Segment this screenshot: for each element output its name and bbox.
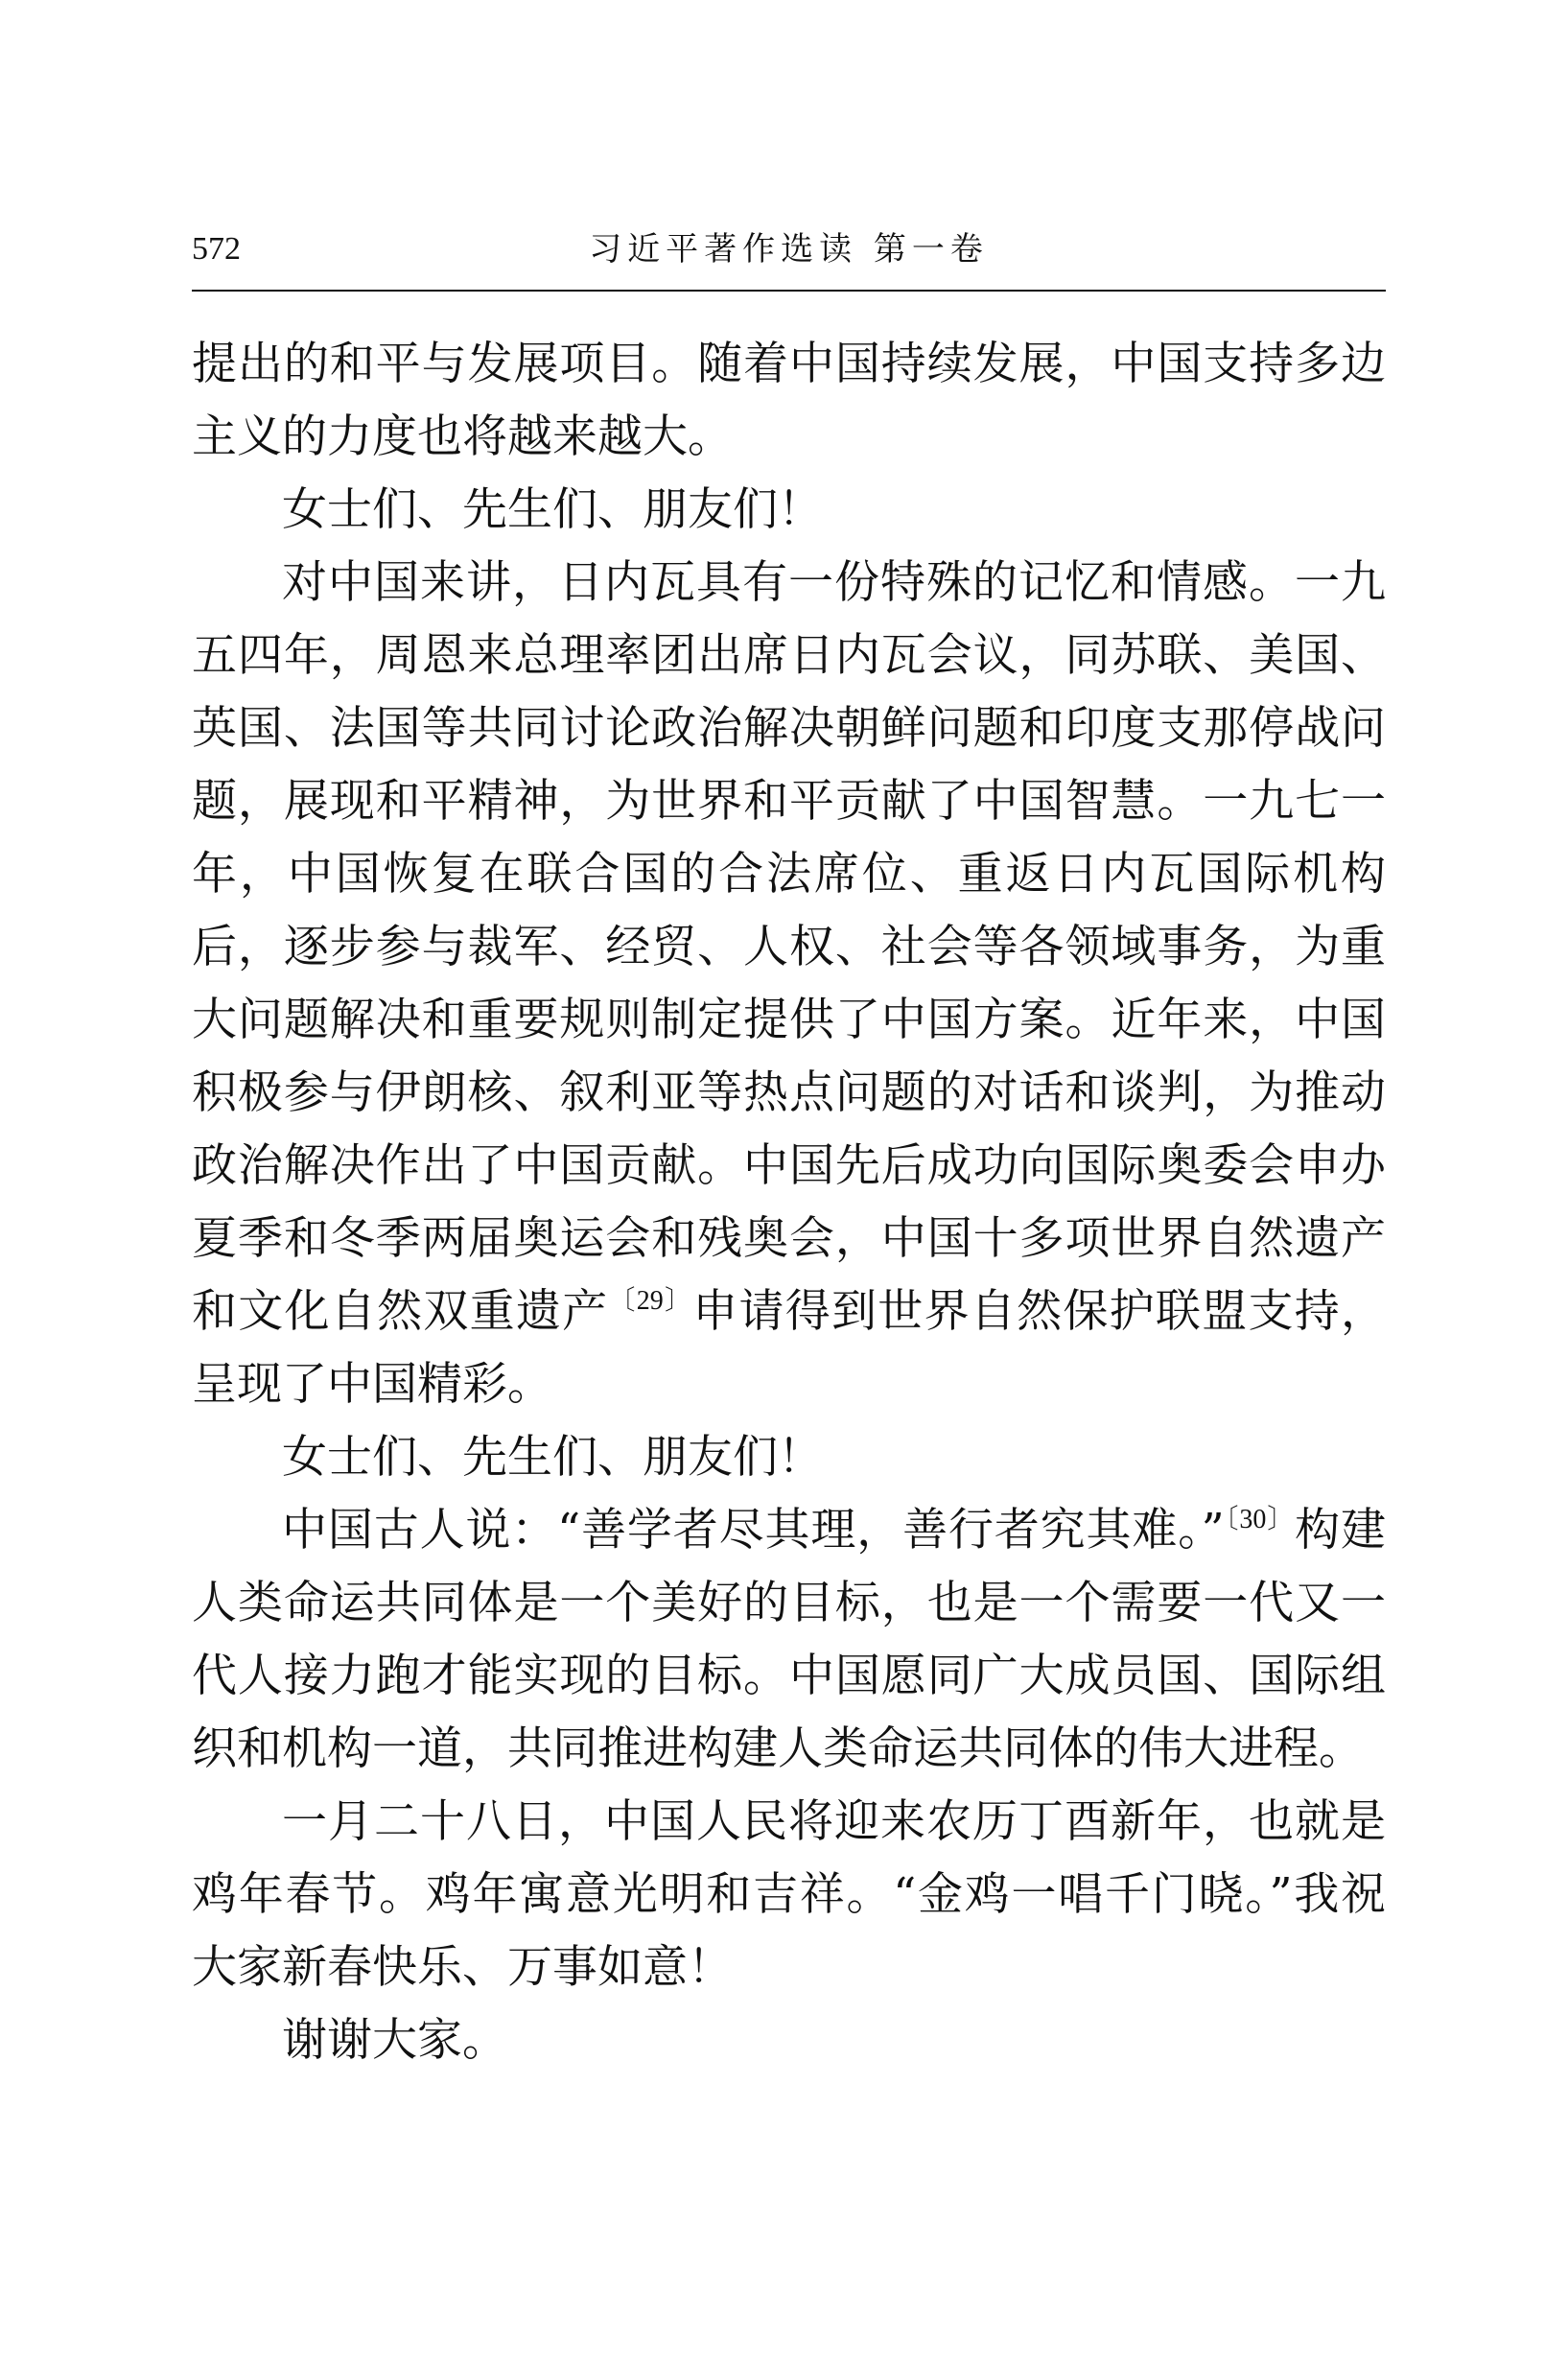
paragraph — [192, 1494, 1386, 1786]
paragraph — [192, 328, 1386, 474]
paragraph — [192, 547, 1386, 1421]
closing-line: 谢谢大家。 — [282, 2014, 507, 2067]
salutation: 女士们、先生们、朋友们！ — [282, 1431, 823, 1484]
paragraph-text: 中国古人说：“善学者尽其理，善行者究其难。” — [282, 1504, 1225, 1557]
paragraph-text: 对中国来讲，日内瓦具有一份特殊的记忆和情感。一九五四年，周恩来总理率团出席日内瓦会议，同苏联、美国、英国、法国等共同讨论政治解决朝鲜问题和印度支那停战问题，展现和平精神，为世界和平贡献了中国智慧。一九七一年，中国恢复在联合国的合法席位、重返日内瓦国际机构后，逐步参与裁军、经贸、人权、社会等各领域事务，为重大问题解决和重要规则制定提供了中国方案。近年来，中国积极参与伊朗核、叙利亚等热点问题的对话和谈判，为推动政治解决作出了中国贡献。中国先后成功向国际奥委会申办夏季和冬季两届奥运会和残奥会，中国十多项世界自然遗产和文化自然双重遗产 — [192, 556, 1386, 1338]
paragraph — [192, 2004, 1386, 2077]
paragraph-text: 提出的和平与发展项目。随着中国持续发展，中国支持多边主义的力度也将越来越大。 — [192, 338, 1386, 463]
paragraph — [192, 1786, 1386, 2004]
footnote-reference: 〔29〕 — [608, 1286, 693, 1316]
paragraph-text: 一月二十八日，中国人民将迎来农历丁酉新年，也就是鸡年春节。鸡年寓意光明和吉祥。“金鸡一唱千门晓。”我祝大家新春快乐、万事如意！ — [192, 1795, 1386, 1994]
running-head: 习近平著作选读 第一卷 — [589, 230, 989, 269]
paragraph — [192, 1421, 1386, 1494]
paragraph-text-continued: 构建人类命运共同体是一个美好的目标，也是一个需要一代又一代人接力跑才能实现的目标。中国愿同广大成员国、国际组织和机构一道，共同推进构建人类命运共同体的伟大进程。 — [192, 1504, 1386, 1775]
footnote-reference: 〔30〕 — [1224, 1505, 1296, 1534]
body-text — [192, 328, 1386, 2077]
header-rule — [192, 290, 1386, 292]
paragraph-text-continued: 申请得到世界自然保护联盟支持，呈现了中国精彩。 — [192, 1285, 1386, 1411]
salutation: 女士们、先生们、朋友们！ — [282, 483, 823, 536]
paragraph — [192, 474, 1386, 547]
page-number: 572 — [192, 231, 241, 267]
page-header — [192, 221, 1386, 278]
